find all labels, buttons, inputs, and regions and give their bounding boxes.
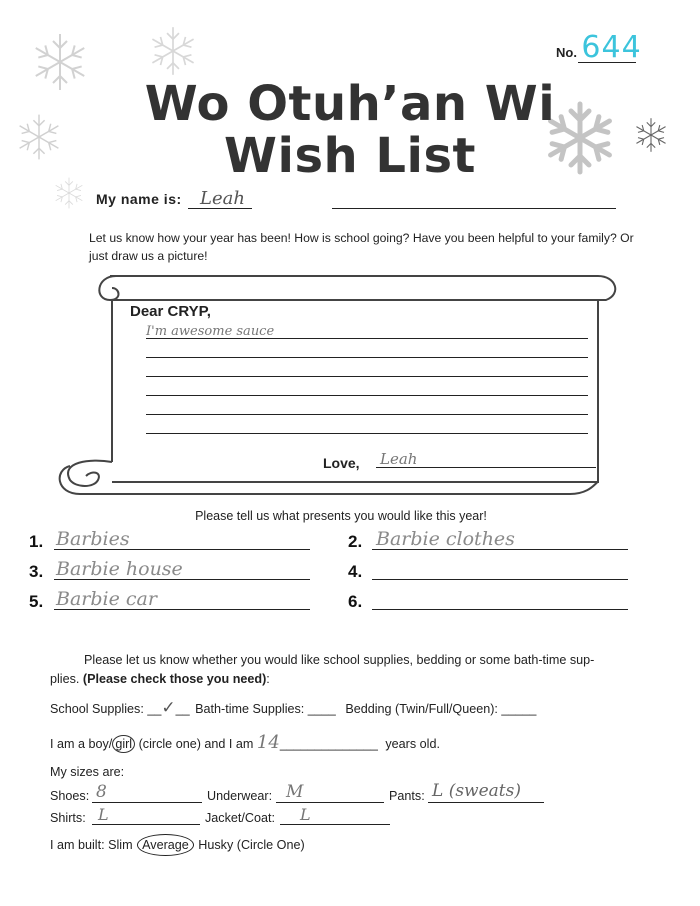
letter-signature: Leah	[380, 450, 418, 468]
years-label: years old.	[385, 737, 440, 751]
present-line	[54, 609, 310, 610]
page-title-line2: Wish List	[224, 128, 476, 184]
present-value: Barbie clothes	[376, 528, 515, 550]
letter-body: I'm awesome sauce	[146, 324, 275, 339]
name-label: My name is:	[96, 191, 182, 207]
letter-closing-label: Love,	[323, 455, 360, 471]
present-line	[372, 549, 628, 550]
present-value: Barbies	[56, 528, 130, 550]
snowflake-icon	[138, 26, 208, 76]
bedding-label: Bedding (Twin/Full/Queen): _____	[345, 702, 537, 716]
school-supplies-tail: __	[175, 702, 190, 716]
present-number: 5.	[29, 592, 44, 611]
signature-line	[376, 467, 596, 468]
present-number: 3.	[29, 562, 44, 581]
build-suffix: Husky (Circle One)	[198, 838, 305, 852]
sizes-header: My sizes are:	[50, 765, 125, 779]
present-line	[54, 579, 310, 580]
form-number	[556, 30, 642, 65]
pants-value: L (sweats)	[432, 781, 521, 801]
present-line	[54, 549, 310, 550]
present-value: Barbie house	[56, 558, 183, 580]
supplies-prompt-bold: (Please check those you need)	[82, 672, 267, 686]
jacket-line	[280, 824, 390, 825]
present-line	[372, 579, 628, 580]
gender-circled: girl	[112, 735, 135, 753]
shoes-label: Shoes:	[50, 789, 90, 803]
shirts-label: Shirts:	[50, 811, 86, 825]
age-value: 14	[256, 732, 280, 753]
presents-prompt: Please tell us what presents you would like this year!	[195, 509, 487, 523]
present-line	[372, 609, 628, 610]
jacket-label: Jacket/Coat:	[205, 811, 275, 825]
letter-line	[146, 395, 588, 396]
present-number: 1.	[29, 532, 44, 551]
supplies-prompt-line2	[50, 672, 270, 686]
underwear-label: Underwear:	[207, 789, 273, 803]
jacket-value: L	[300, 805, 311, 824]
form-number-line	[578, 62, 636, 63]
bath-supplies-label: Bath-time Supplies: ____	[195, 702, 336, 716]
underwear-value: M	[286, 782, 304, 802]
letter-line	[146, 414, 588, 415]
present-number: 6.	[348, 592, 363, 611]
shoes-value: 8	[96, 782, 107, 802]
letter-line	[146, 357, 588, 358]
build-circled: Average	[137, 834, 194, 856]
letter-line	[146, 338, 588, 339]
supplies-row	[50, 698, 536, 718]
name-line-1	[188, 208, 252, 209]
name-value: Leah	[200, 188, 245, 209]
school-supplies-check: ✓	[161, 698, 176, 717]
present-value: Barbie car	[56, 588, 157, 610]
age-line: ______________	[279, 737, 378, 751]
letter-line	[146, 433, 588, 434]
letter-line	[146, 376, 588, 377]
gender-age-row	[50, 732, 440, 753]
shirts-value: L	[98, 805, 109, 824]
form-number-value: 644	[581, 30, 642, 65]
shirts-line	[92, 824, 200, 825]
gender-suffix: (circle one) and I am	[138, 737, 257, 751]
pants-label: Pants:	[389, 789, 425, 803]
present-number: 2.	[348, 532, 363, 551]
intro-text: Let us know how your year has been! How is school going? Have you been helpful to your family? Or just draw us a picture!	[89, 231, 634, 263]
school-supplies-label: School Supplies: __	[50, 702, 162, 716]
gender-prefix: I am a boy/	[50, 737, 113, 751]
supplies-prompt-cont: plies.	[50, 672, 83, 686]
supplies-prompt-line1: Please let us know whether you would like school supplies, bedding or some bath-time sup-	[84, 653, 595, 667]
form-number-label: No.	[556, 45, 577, 60]
letter-greeting: Dear CRYP,	[130, 303, 211, 320]
name-line-2	[332, 208, 616, 209]
build-prefix: I am built: Slim	[50, 838, 133, 852]
underwear-line	[276, 802, 384, 803]
page-title-line1: Wo Otuh’an Wi	[144, 76, 556, 132]
shoes-line	[92, 802, 202, 803]
supplies-prompt-end: :	[266, 672, 270, 686]
build-row	[50, 834, 305, 856]
pants-line	[428, 802, 544, 803]
present-number: 4.	[348, 562, 363, 581]
